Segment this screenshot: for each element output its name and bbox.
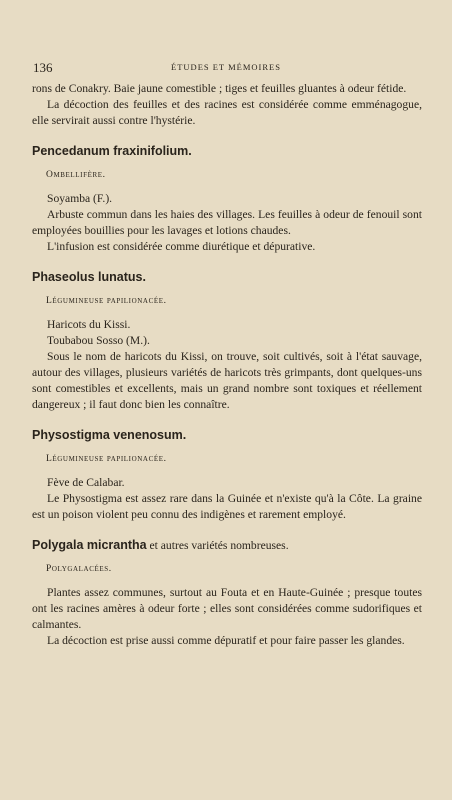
species-name: Physostigma venenosum. — [32, 428, 187, 442]
species-heading — [32, 537, 422, 554]
family-label: Ombellifère. — [46, 170, 106, 180]
species-heading — [32, 427, 422, 444]
description-paragraph: La décoction est prise aussi comme dépuratif et pour faire passer les glandes. — [47, 634, 405, 647]
page-number: 136 — [33, 60, 53, 75]
page-body — [32, 81, 422, 649]
description-paragraph: Le Physostigma est assez rare dans la Guinée et n'existe qu'à la Côte. La graine est un poison violent peu connu des indigènes et rarement employé. — [32, 492, 422, 521]
family-label: Légumineuse papilionacée. — [46, 296, 167, 306]
species-name: Pencedanum fraxinifolium. — [32, 144, 192, 158]
intro-paragraph: rons de Conakry. Baie jaune comestible ; tiges et feuilles gluantes à odeur fétide. — [32, 82, 407, 95]
local-name: Haricots du Kissi. — [47, 318, 131, 331]
description-paragraph: L'infusion est considérée comme diurétique et dépurative. — [47, 240, 316, 253]
page-header — [33, 60, 419, 76]
family-label: Légumineuse papilionacée. — [46, 454, 167, 464]
species-heading — [32, 269, 422, 286]
species-heading — [32, 143, 422, 160]
species-name-suffix: et autres variétés nombreuses. — [146, 539, 289, 552]
description-paragraph: Sous le nom de haricots du Kissi, on trouve, soit cultivés, soit à l'état sauvage, autour des villages, plusieurs variétés de haricots très grimpants, dont quelques-uns sont comestibles et excellents, mais un grand nombre sont toxiques et réellement dangereux ; il faut donc bien les connaître. — [32, 350, 422, 411]
local-name: Toubabou Sosso (M.). — [47, 334, 150, 347]
running-title: ÉTUDES ET MÉMOIRES — [171, 62, 281, 72]
species-name: Phaseolus lunatus. — [32, 270, 146, 284]
description-paragraph: Arbuste commun dans les haies des villages. Les feuilles à odeur de fenouil sont employées bouillies pour les lavages et lotions chaudes. — [32, 208, 422, 237]
intro-paragraph: La décoction des feuilles et des racines est considérée comme emménagogue, elle servirait aussi contre l'hystérie. — [32, 98, 422, 127]
local-name: Fève de Calabar. — [47, 476, 125, 489]
species-name: Polygala micrantha — [32, 538, 147, 552]
description-paragraph: Plantes assez communes, surtout au Fouta et en Haute-Guinée ; presque toutes ont les racines amères à odeur forte ; elles sont considérées comme sudorifiques et calmantes. — [32, 586, 422, 631]
local-name: Soyamba (F.). — [47, 192, 113, 205]
family-label: Polygalacées. — [46, 564, 112, 574]
